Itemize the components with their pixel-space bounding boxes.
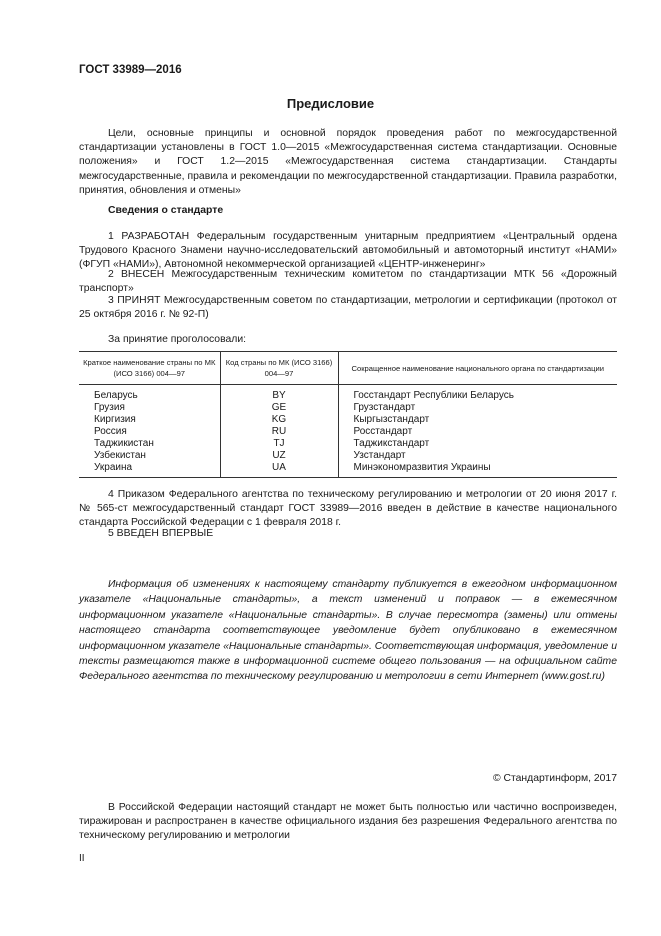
item-submitted: 2 ВНЕСЕН Межгосударственным техническим комитетом по стандартизации МТК 56 «Дорожный транспорт» bbox=[79, 269, 617, 295]
column-header-body: Сокращенное наименование национального органа по стандартизации bbox=[338, 352, 617, 385]
code-cell: GE bbox=[220, 402, 338, 414]
country-cell: Россия bbox=[94, 426, 127, 437]
body-cell: Узстандарт bbox=[338, 450, 617, 462]
body-cell: Грузстандарт bbox=[338, 402, 617, 414]
country-cell: Киргизия bbox=[94, 414, 136, 425]
code-cell: BY bbox=[220, 385, 338, 403]
table-row bbox=[79, 450, 617, 462]
table-row bbox=[79, 462, 617, 478]
country-cell: Таджикистан bbox=[94, 438, 154, 449]
code-cell: UZ bbox=[220, 450, 338, 462]
code-cell: KG bbox=[220, 414, 338, 426]
body-cell: Таджикстандарт bbox=[338, 438, 617, 450]
rights-notice: В Российской Федерации настоящий стандарт не может быть полностью или частично воспроизведен, тиражирован и распространен в качестве официального издания без разрешения Федерального агентства по техническому регулированию и метрологии bbox=[79, 802, 617, 842]
intro-paragraph: Цели, основные принципы и основной порядок проведения работ по межгосударственной стандартизации установлены в ГОСТ 1.0—2015 «Межгосударственная система стандартизации. Основные положения» и ГОСТ 1.2—2015 «Межгосударственная система стандартизации. Стандарты межгосударственные, правила и рекомендации по межгосударственной стандартизации. Правила разработки, принятия, обновления и отмены» bbox=[79, 128, 617, 196]
item-introduced: 5 ВВЕДЕН ВПЕРВЫЕ bbox=[108, 528, 214, 539]
country-cell: Узбекистан bbox=[94, 450, 146, 461]
votes-table bbox=[79, 351, 617, 478]
table-header-row bbox=[79, 352, 617, 385]
table-row bbox=[79, 385, 617, 403]
item-enacted: 4 Приказом Федерального агентства по техническому регулированию и метрологии от 20 июня 2017 г. № 565-ст межгосударственный стандарт ГОСТ 33989—2016 введен в действие в качестве национального стандарта Российской Федерации с 1 февраля 2018 г. bbox=[79, 489, 617, 529]
votes-label: За принятие проголосовали: bbox=[108, 334, 247, 345]
amendments-notice: Информация об изменениях к настоящему стандарту публикуется в ежегодном информационном указателе «Национальные стандарты», а текст изменений и поправок — в ежемесячном информационном указателе «Национальные стандарты». В случае пересмотра (замены) или отмены настоящего стандарта соответствующее уведомление будет опубликовано в ежемесячном информационном указателе «Национальные стандарты». Соответствующая информация, уведомление и тексты размещаются также в информационной системе общего пользования — на официальном сайте Федерального агентства по техническому регулированию и метрологии в сети Интернет (www.gost.ru) bbox=[79, 579, 617, 683]
column-header-country: Краткое наименование страны по МК (ИСО 3166) 004—97 bbox=[79, 352, 220, 385]
table-row bbox=[79, 402, 617, 414]
country-cell: Грузия bbox=[94, 402, 125, 413]
item-adopted: 3 ПРИНЯТ Межгосударственным советом по стандартизации, метрологии и сертификации (протокол от 25 октября 2016 г. № 92-П) bbox=[79, 295, 617, 321]
country-cell: Украина bbox=[79, 462, 220, 478]
body-cell: Кыргызстандарт bbox=[338, 414, 617, 426]
item-developed: 1 РАЗРАБОТАН Федеральным государственным унитарным предприятием «Центральный ордена Трудового Красного Знамени научно-исследовательский автомобильный и автомоторный институт «НАМИ» (ФГУП «НАМИ»), Автономной некоммерческой организацией «ЦЕНТР-инженеринг» bbox=[79, 231, 617, 271]
table-row bbox=[79, 426, 617, 438]
code-cell: UA bbox=[220, 462, 338, 478]
code-cell: TJ bbox=[220, 438, 338, 450]
table-row bbox=[79, 414, 617, 426]
code-cell: RU bbox=[220, 426, 338, 438]
body-cell: Минэкономразвития Украины bbox=[338, 462, 617, 478]
body-cell: Росстандарт bbox=[338, 426, 617, 438]
body-cell: Госстандарт Республики Беларусь bbox=[338, 385, 617, 403]
copyright: © Стандартинформ, 2017 bbox=[492, 773, 617, 784]
info-heading: Сведения о стандарте bbox=[108, 205, 224, 216]
country-cell: Беларусь bbox=[94, 390, 138, 401]
standard-code: ГОСТ 33989—2016 bbox=[79, 64, 182, 76]
column-header-code: Код страны по МК (ИСО 3166) 004—97 bbox=[220, 352, 338, 385]
page-title: Предисловие bbox=[286, 96, 375, 111]
table-row bbox=[79, 438, 617, 450]
page-number: II bbox=[79, 853, 85, 864]
